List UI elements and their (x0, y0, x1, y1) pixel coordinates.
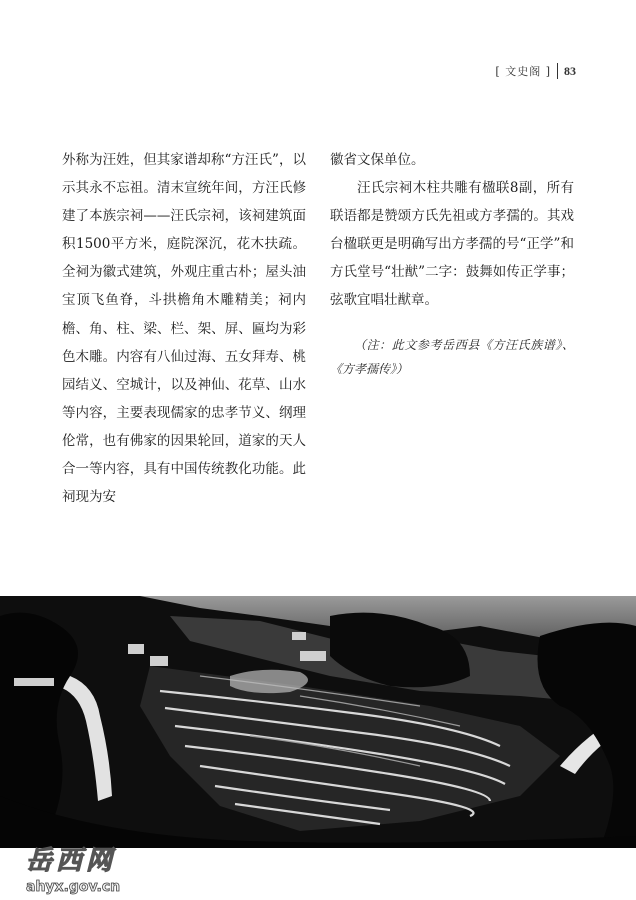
right-paragraph-2: 汪氏宗祠木柱共雕有楹联8副，所有联语都是赞颂方氏先祖或方孝孺的。其戏台楹联更是明确写出方孝孺的号“正学”和方氏堂号“壮猷”二字：鼓舞如传正学事；弦歌宜唱壮猷章。 (330, 180, 574, 309)
right-column (330, 146, 574, 381)
reference-note: （注：此文参考岳西县《方汪氏族谱》、《方孝孺传》） (330, 337, 574, 376)
site-watermark (26, 846, 136, 896)
page-number: 83 (564, 63, 576, 78)
terrace-photo-graphic (0, 596, 636, 848)
watermark-url: ahyx.gov.cn (26, 879, 121, 895)
left-column (62, 146, 306, 511)
header-divider (557, 63, 558, 79)
section-label: [ 文史阁 ] (495, 65, 551, 78)
watermark-logo: 岳西网 (26, 846, 117, 876)
terrace-landscape-photo (0, 596, 636, 848)
page-header (495, 63, 576, 79)
right-paragraph-1: 徽省文保单位。 (330, 152, 425, 168)
left-paragraph: 外称为汪姓，但其家谱却称“方汪氏”，以示其永不忘祖。清末宣统年间，方汪氏修建了本族宗祠——汪氏宗祠，该祠建筑面积1500平方米，庭院深沉，花木扶疏。全祠为徽式建筑，外观庄重古朴；屋头油宝顶飞鱼脊，斗拱檐角木雕精美；祠内檐、角、柱、梁、栏、架、屏、匾均为彩色木雕。内容有八仙过海、五女拜寿、桃园结义、空城计，以及神仙、花草、山水等内容，主要表现儒家的忠孝节义、纲理伦常，也有佛家的因果轮回，道家的天人合一等内容，具有中国传统教化功能。此祠现为安 (62, 152, 306, 506)
